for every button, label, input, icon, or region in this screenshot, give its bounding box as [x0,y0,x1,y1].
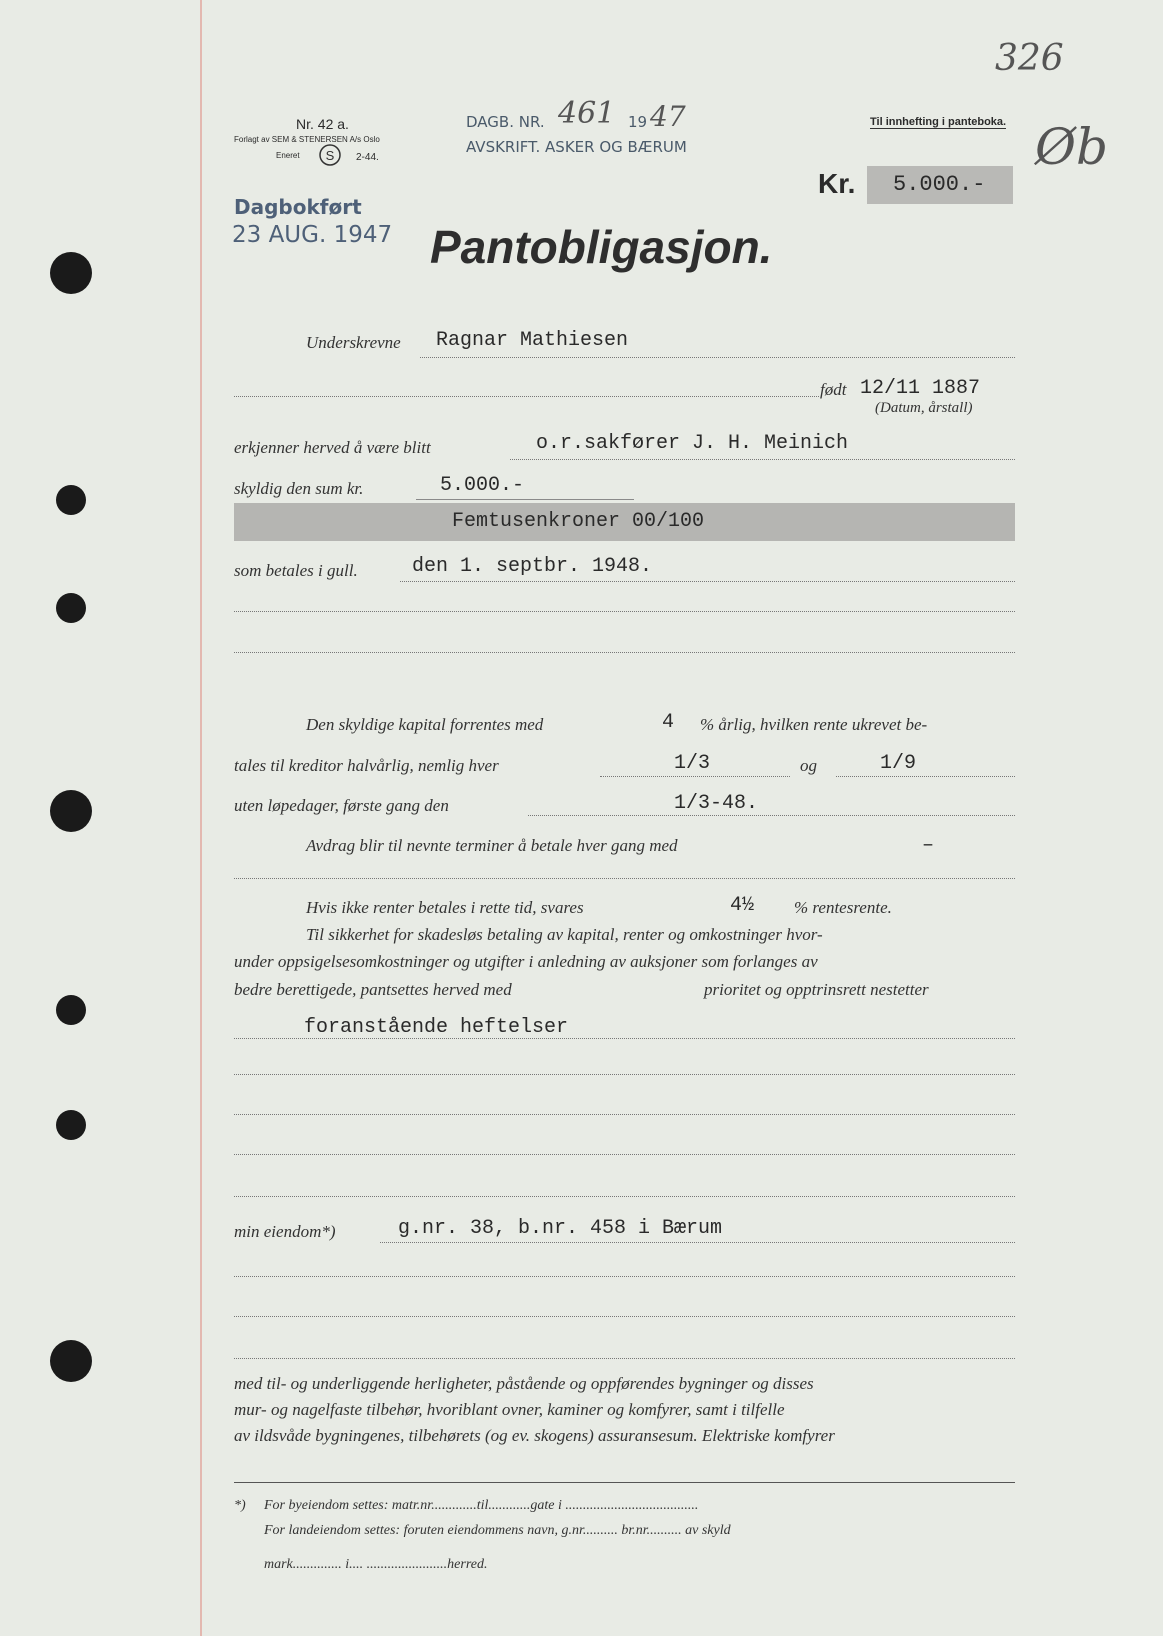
office-name: AVSKRIFT. ASKER OG BÆRUM [466,138,687,156]
date2-line [836,776,1015,777]
blank-line [234,1358,1015,1359]
security-line3a: bedre berettigede, pantsettes herved med [234,980,512,999]
penalty-label: Hvis ikke renter betales i rette tid, svares [306,898,584,917]
creditor-label: erkjenner herved å være blitt [234,438,431,457]
payable-label: som betales i gull. [234,561,358,580]
footnote-mark: *) [234,1498,246,1513]
sum-value: 5.000.- [440,474,525,497]
undersigned-line [420,357,1015,358]
stamp-label: Dagbokført [234,195,362,219]
security-line3b: prioritet og opptrinsrett nestetter [704,980,929,999]
stamp-date: 23 AUG. 1947 [232,222,393,248]
installment-line [234,878,1015,879]
kr-amount: 5.000.- [867,166,1013,204]
born-hint: (Datum, årstall) [875,400,973,416]
penalty-rest: % rentesrente. [794,898,892,917]
interest-line3-label: uten løpedager, første gang den [234,796,449,815]
security-line2: under oppsigelsesomkostninger og utgifter i anledning av auksjoner som forlanges av [234,952,818,971]
installment-value: – [922,834,935,857]
binder-hole [56,995,86,1025]
svg-text:S: S [325,148,335,163]
publisher-note: Eneret [276,151,300,160]
footnote-line2: For landeiendom settes: foruten eiendommens navn, g.nr.......... br.nr.......... av skyld [264,1523,731,1538]
priority-line [234,1038,1015,1039]
publisher: Forlagt av SEM & STENERSEN A/s Oslo [234,135,380,144]
margin-rule [200,0,202,1636]
interest-label: Den skyldige kapital forrentes med [306,715,544,734]
publisher-logo-icon [318,143,342,167]
binder-hole [56,485,86,515]
signature-mark: Øb [1035,118,1108,176]
binder-hole [50,1340,92,1382]
blank-line [234,1114,1015,1115]
property-value: g.nr. 38, b.nr. 458 i Bærum [398,1217,723,1240]
undersigned-label: Underskrevne [306,333,401,352]
dagb-label: DAGB. NR. [466,113,545,131]
payable-line [400,581,1015,582]
dagb-year-prefix: 19 [628,113,648,131]
page-number: 326 [995,38,1064,79]
born-label: født [820,380,847,399]
blank-line [234,611,1015,612]
blank-line [234,1074,1015,1075]
appurtenances-line1: med til- og underliggende herligheter, påstående og oppførendes bygninger og disses [234,1374,814,1393]
kr-label: Kr. [818,168,856,199]
security-line1: Til sikkerhet for skadesløs betaling av kapital, renter og omkostninger hvor- [306,925,823,944]
property-label: min eiendom*) [234,1222,336,1241]
dagb-year: 47 [650,100,686,133]
interest-og: og [800,756,817,775]
payable-value: den 1. septbr. 1948. [412,555,653,578]
creditor-value: o.r.sakfører J. H. Meinich [536,432,849,455]
interest-rate: 4 [662,711,675,734]
form-number: Nr. 42 a. [296,116,349,132]
property-line [380,1242,1015,1243]
appurtenances-line2: mur- og nagelfaste tilbehør, hvoriblant ovner, kaminer og komfyrer, samt i tilfelle [234,1400,785,1419]
date1-line [600,776,790,777]
binder-hole [50,252,92,294]
sum-line [416,499,634,500]
sum-label: skyldig den sum kr. [234,479,364,498]
binder-hole [56,1110,86,1140]
interest-rest: % årlig, hvilken rente ukrevet be- [700,715,928,734]
interest-line2-label: tales til kreditor halvårlig, nemlig hver [234,756,499,775]
binder-hole [56,593,86,623]
blank-line [234,1316,1015,1317]
born-line [234,396,819,397]
footnote-rule [234,1482,1015,1483]
interest-date2: 1/9 [880,752,917,775]
undersigned-value: Ragnar Mathiesen [436,329,629,352]
installment-label: Avdrag blir til nevnte terminer å betale hver gang med [306,836,678,855]
creditor-line [510,459,1015,460]
appurtenances-line3: av ildsvåde bygningenes, tilbehørets (og ev. skogens) assuransesum. Elektriske komfyrer [234,1426,835,1445]
blank-line [234,1154,1015,1155]
sum-words: Femtusenkroner 00/100 [452,510,705,533]
blank-line [234,1196,1015,1197]
first-date-line [528,815,1015,816]
dagb-number: 461 [558,96,616,131]
interest-first-date: 1/3-48. [674,792,759,815]
footnote-line1: For byeiendom settes: matr.nr.............til............gate i ...................................... [264,1498,699,1513]
filing-note: Til innhefting i panteboka. [870,116,1007,128]
interest-date1: 1/3 [674,752,711,775]
blank-line [234,652,1015,653]
page-title: Pantobligasjon. [430,221,773,273]
blank-line [234,1276,1015,1277]
binder-hole [50,790,92,832]
priority-value: foranstående heftelser [304,1016,569,1039]
form-date: 2-44. [356,152,379,163]
footnote-line3: mark.............. i.... .......................herred. [264,1557,488,1572]
born-value: 12/11 1887 [860,377,981,400]
penalty-rate: 4½ [730,894,755,917]
